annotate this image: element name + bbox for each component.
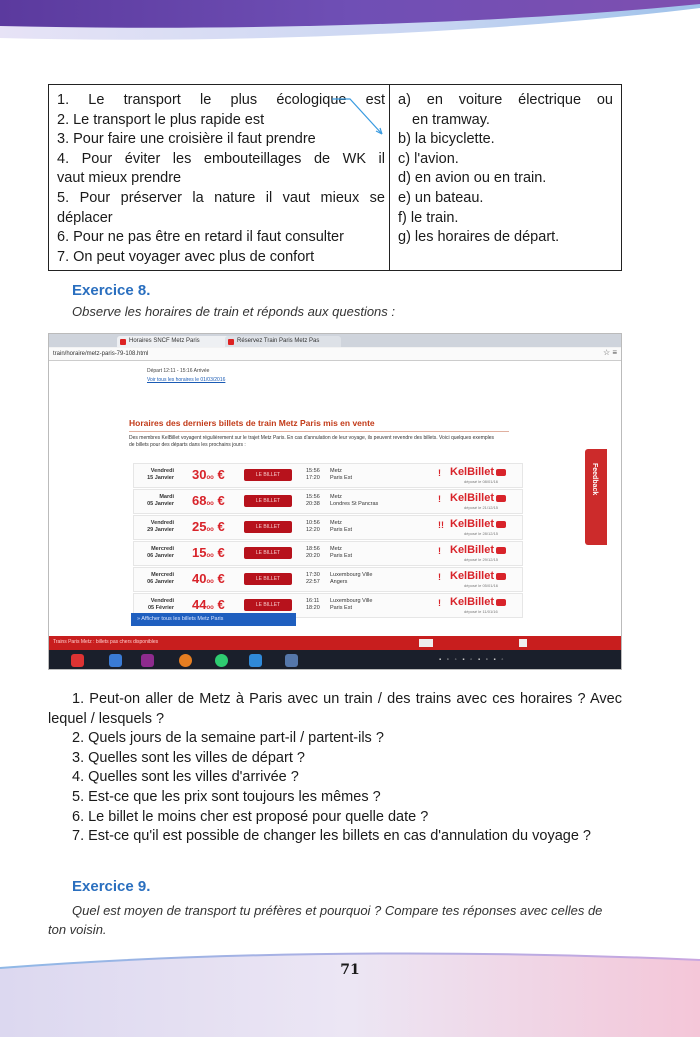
kelbillet-brand: KelBillet bbox=[450, 466, 495, 478]
ticket-day: Vendredi bbox=[150, 468, 174, 474]
ticket-posted-date: déposé le 21/12/15 bbox=[464, 505, 499, 510]
kelbillet-logo bbox=[450, 570, 506, 582]
ticket-day-date: 15 Janvier bbox=[147, 475, 174, 481]
favicon-icon bbox=[228, 339, 234, 345]
ticket-cities bbox=[330, 494, 378, 508]
ticket-from-city: Luxembourg Ville bbox=[330, 572, 373, 578]
ticket-to-city: Paris Est bbox=[330, 527, 353, 533]
browser-icon bbox=[215, 654, 228, 667]
kelbillet-logo bbox=[450, 518, 506, 530]
ticket-day-date: 06 Janvier bbox=[147, 579, 174, 585]
question-item: 7. Est-ce qu'il est possible de changer les billets en cas d'annulation du voyage ? bbox=[72, 828, 591, 845]
ticket-day: Vendredi bbox=[150, 520, 174, 526]
ticket-row bbox=[133, 541, 523, 566]
ticket-date bbox=[140, 546, 174, 560]
ticket-price bbox=[192, 545, 225, 560]
ticket-price-value: 40 bbox=[192, 571, 207, 586]
ticket-tag-icon bbox=[496, 547, 506, 554]
feedback-tab bbox=[585, 449, 607, 545]
ticket-day-date: 05 Février bbox=[148, 605, 174, 611]
ticket-from-city: Metz bbox=[330, 546, 342, 552]
ticket-price-cents: oo bbox=[206, 553, 214, 559]
right-line: g) les horaires de départ. bbox=[398, 229, 560, 246]
view-ticket-button: LE BILLET bbox=[244, 547, 292, 559]
ticket-tag-icon bbox=[496, 599, 506, 606]
ticket-row bbox=[133, 463, 523, 488]
ticket-price-cents: oo bbox=[206, 475, 214, 481]
ticket-day: Mercredi bbox=[151, 572, 174, 578]
ticket-rows bbox=[133, 463, 523, 619]
view-ticket-button: LE BILLET bbox=[244, 573, 292, 585]
os-taskbar bbox=[49, 650, 622, 670]
browser-tab-label: Réservez Train Paris Metz Pas bbox=[237, 338, 320, 344]
view-ticket-button: LE BILLET bbox=[244, 495, 292, 507]
left-line: déplacer bbox=[57, 209, 113, 226]
app-icon bbox=[109, 654, 122, 667]
ticket-cities bbox=[330, 468, 352, 482]
kelbillet-brand: KelBillet bbox=[450, 544, 495, 556]
ticket-to-city: Angers bbox=[330, 579, 348, 585]
exercise-8-instruction: Observe les horaires de train et réponds aux questions : bbox=[72, 304, 396, 319]
kelbillet-brand: KelBillet bbox=[450, 492, 495, 504]
kelbillet-brand: KelBillet bbox=[450, 570, 495, 582]
question-item: 4. Quelles sont les villes d'arrivée ? bbox=[72, 769, 299, 786]
ticket-departure-time: 18:56 bbox=[306, 546, 320, 552]
ticket-alert: ! bbox=[438, 598, 441, 608]
right-line: a) en voiture électrique ou bbox=[398, 92, 613, 108]
ticket-price bbox=[192, 571, 225, 586]
ticket-tag-icon bbox=[496, 573, 506, 580]
right-line: b) la bicyclette. bbox=[398, 131, 495, 148]
ticket-day-date: 05 Janvier bbox=[147, 501, 174, 507]
kelbillet-logo bbox=[450, 466, 506, 478]
status-bar bbox=[49, 636, 622, 650]
page-number: 71 bbox=[340, 962, 360, 978]
address-bar bbox=[49, 348, 622, 361]
left-line: 2. Le transport le plus rapide est bbox=[57, 111, 265, 128]
ticket-times bbox=[306, 520, 320, 534]
ticket-from-city: Metz bbox=[330, 468, 342, 474]
all-times-link: Voir tous les horaires le 01/03/2016 bbox=[147, 377, 226, 383]
bookmark-star-icon: ☆ ≡ bbox=[602, 348, 617, 357]
ticket-currency: € bbox=[217, 571, 225, 586]
exercise-9-title: Exercice 9. bbox=[72, 878, 151, 895]
ticket-to-city: Londres St Pancras bbox=[330, 501, 379, 507]
right-line: c) l'avion. bbox=[398, 150, 459, 167]
ticket-price bbox=[192, 493, 225, 508]
ticket-day-date: 29 Janvier bbox=[147, 527, 174, 533]
ticket-alert: ! bbox=[438, 468, 441, 478]
app-icon bbox=[141, 654, 154, 667]
ticket-cities bbox=[330, 598, 372, 612]
status-control bbox=[519, 639, 527, 647]
question-item: 1. Peut-on aller de Metz à Paris avec un train / des trains avec ces horaires ? Avec lequel / lesquels ? bbox=[48, 691, 622, 727]
questions-list bbox=[48, 690, 622, 847]
system-tray: ▪ ▫ ◦ ▪ ◦ ▪ ▫ ▪ ◦ bbox=[439, 657, 506, 663]
ticket-date bbox=[140, 468, 174, 482]
favicon-icon bbox=[120, 339, 126, 345]
app-icon bbox=[285, 654, 298, 667]
train-schedule-screenshot bbox=[48, 333, 622, 670]
heading-rule bbox=[129, 431, 509, 432]
ticket-row bbox=[133, 567, 523, 592]
ticket-date bbox=[140, 494, 174, 508]
ticket-departure-time: 16:11 bbox=[306, 598, 320, 604]
ticket-date bbox=[140, 598, 174, 612]
ticket-cities bbox=[330, 546, 352, 560]
ticket-tag-icon bbox=[496, 495, 506, 502]
ticket-row bbox=[133, 489, 523, 514]
ticket-posted-date: déposé le 11/01/16 bbox=[464, 609, 498, 614]
right-line: e) un bateau. bbox=[398, 189, 484, 206]
url-text: train/horaire/metz-paris-79-108.html bbox=[53, 351, 149, 357]
ticket-currency: € bbox=[217, 545, 225, 560]
ticket-departure-time: 15:56 bbox=[306, 494, 320, 500]
question-item: 6. Le billet le moins cher est proposé pour quelle date ? bbox=[72, 808, 429, 825]
ticket-arrival-time: 12:20 bbox=[306, 527, 320, 533]
ticket-posted-date: déposé le 08/01/16 bbox=[464, 479, 499, 484]
kelbillet-logo bbox=[450, 544, 506, 556]
right-line: en tramway. bbox=[412, 111, 490, 128]
exercise-9-instruction: Quel est moyen de transport tu préfères et pourquoi ? Compare tes réponses avec celles de ton voisin. bbox=[48, 903, 603, 937]
ticket-to-city: Paris Est bbox=[330, 605, 353, 611]
left-line: 1. Le transport le plus écologique est bbox=[57, 92, 385, 108]
left-line: vaut mieux prendre bbox=[57, 170, 182, 187]
browser-tab-bar bbox=[49, 334, 622, 347]
ticket-arrival-time: 20:38 bbox=[306, 501, 320, 507]
matching-right-column bbox=[390, 85, 621, 270]
ticket-tag-icon bbox=[496, 521, 506, 528]
ticket-posted-date: déposé le 05/01/16 bbox=[464, 583, 499, 588]
ticket-day-date: 06 Janvier bbox=[147, 553, 174, 559]
question-item: 5. Est-ce que les prix sont toujours les mêmes ? bbox=[72, 788, 381, 805]
schedule-description: Des membres KelBillet voyagent régulièrement sur le trajet Metz Paris. En cas d'annulation de leur voyage, ils peuvent revendre des billets. Voici quelques exemples de billets pour des départs dans les prochains jours : bbox=[129, 435, 495, 448]
ticket-alert: !! bbox=[438, 520, 444, 530]
top-decorative-band bbox=[0, 0, 700, 60]
ticket-currency: € bbox=[217, 493, 225, 508]
ticket-from-city: Metz bbox=[330, 520, 342, 526]
ticket-departure-time: 10:56 bbox=[306, 520, 320, 526]
feedback-label: Feedback bbox=[591, 463, 598, 496]
example-connector-arrow bbox=[330, 96, 390, 146]
ticket-posted-date: déposé le 28/12/15 bbox=[464, 531, 499, 536]
left-line: 5. Pour préserver la nature il vaut mieux se bbox=[57, 189, 385, 206]
ticket-from-city: Metz bbox=[330, 494, 342, 500]
web-page bbox=[49, 361, 622, 636]
bottom-decorative-band bbox=[0, 940, 700, 1037]
ticket-day: Vendredi bbox=[150, 598, 174, 604]
ticket-alert: ! bbox=[438, 494, 441, 504]
browser-tab bbox=[225, 336, 341, 347]
right-line: d) en avion ou en train. bbox=[398, 170, 547, 187]
ticket-price-cents: oo bbox=[206, 579, 214, 585]
ticket-price-cents: oo bbox=[206, 605, 214, 611]
status-control bbox=[419, 639, 433, 647]
browser-icon bbox=[179, 654, 192, 667]
left-line: 4. Pour éviter les embouteillages de WK il bbox=[57, 150, 385, 167]
ticket-price-value: 44 bbox=[192, 597, 207, 612]
kelbillet-brand: KelBillet bbox=[450, 596, 495, 608]
browser-tab bbox=[117, 336, 233, 347]
view-ticket-button: LE BILLET bbox=[244, 469, 292, 481]
ticket-cities bbox=[330, 572, 372, 586]
ticket-posted-date: déposé le 29/12/15 bbox=[464, 557, 499, 562]
ticket-price-value: 30 bbox=[192, 467, 207, 482]
ticket-from-city: Luxembourg Ville bbox=[330, 598, 373, 604]
ticket-day: Mercredi bbox=[151, 546, 174, 552]
view-ticket-button: LE BILLET bbox=[244, 521, 292, 533]
ticket-price-cents: oo bbox=[206, 501, 214, 507]
browser-tab-label: Horaires SNCF Metz Paris bbox=[129, 338, 200, 344]
ticket-row bbox=[133, 515, 523, 540]
ticket-times bbox=[306, 598, 320, 612]
app-icon bbox=[71, 654, 84, 667]
left-line: 3. Pour faire une croisière il faut prendre bbox=[57, 131, 316, 148]
exercise-8-title: Exercice 8. bbox=[72, 282, 151, 299]
question-item: 3. Quelles sont les villes de départ ? bbox=[72, 749, 305, 766]
ticket-price-value: 25 bbox=[192, 519, 207, 534]
ticket-price bbox=[192, 597, 225, 612]
ticket-departure-time: 17:30 bbox=[306, 572, 320, 578]
ticket-price bbox=[192, 519, 225, 534]
show-all-tickets-button: » Afficher tous les billets Metz Paris bbox=[131, 613, 296, 626]
ticket-currency: € bbox=[217, 597, 225, 612]
status-message: Trains Paris Metz : billets pas chers disponibles bbox=[53, 639, 159, 645]
ticket-times bbox=[306, 494, 320, 508]
schedule-heading: Horaires des derniers billets de train Metz Paris mis en vente bbox=[129, 418, 375, 428]
left-line: 7. On peut voyager avec plus de confort bbox=[57, 248, 315, 265]
ticket-tag-icon bbox=[496, 469, 506, 476]
ticket-arrival-time: 20:20 bbox=[306, 553, 320, 559]
ticket-price-value: 15 bbox=[192, 545, 207, 560]
question-item: 2. Quels jours de la semaine part-il / partent-ils ? bbox=[72, 730, 384, 747]
ticket-currency: € bbox=[217, 467, 225, 482]
kelbillet-logo bbox=[450, 596, 506, 608]
ticket-alert: ! bbox=[438, 572, 441, 582]
ticket-price-cents: oo bbox=[206, 527, 214, 533]
ticket-times bbox=[306, 572, 320, 586]
ticket-arrival-time: 18:20 bbox=[306, 605, 320, 611]
ticket-alert: ! bbox=[438, 546, 441, 556]
ticket-date bbox=[140, 520, 174, 534]
ticket-times bbox=[306, 546, 320, 560]
ticket-to-city: Paris Est bbox=[330, 475, 353, 481]
ticket-arrival-time: 17:20 bbox=[306, 475, 320, 481]
departure-info: Départ 12:11 - 15:16 Arrivée bbox=[147, 368, 210, 374]
ticket-price-value: 68 bbox=[192, 493, 207, 508]
app-icon bbox=[249, 654, 262, 667]
ticket-price bbox=[192, 467, 225, 482]
page-content bbox=[127, 361, 537, 636]
left-line: 6. Pour ne pas être en retard il faut consulter bbox=[57, 229, 344, 246]
ticket-times bbox=[306, 468, 320, 482]
ticket-to-city: Paris Est bbox=[330, 553, 353, 559]
view-ticket-button: LE BILLET bbox=[244, 599, 292, 611]
ticket-departure-time: 15:56 bbox=[306, 468, 320, 474]
ticket-cities bbox=[330, 520, 352, 534]
ticket-date bbox=[140, 572, 174, 586]
kelbillet-logo bbox=[450, 492, 506, 504]
kelbillet-brand: KelBillet bbox=[450, 518, 495, 530]
ticket-day: Mardi bbox=[159, 494, 174, 500]
ticket-arrival-time: 22:57 bbox=[306, 579, 320, 585]
ticket-currency: € bbox=[217, 519, 225, 534]
right-line: f) le train. bbox=[398, 209, 459, 226]
